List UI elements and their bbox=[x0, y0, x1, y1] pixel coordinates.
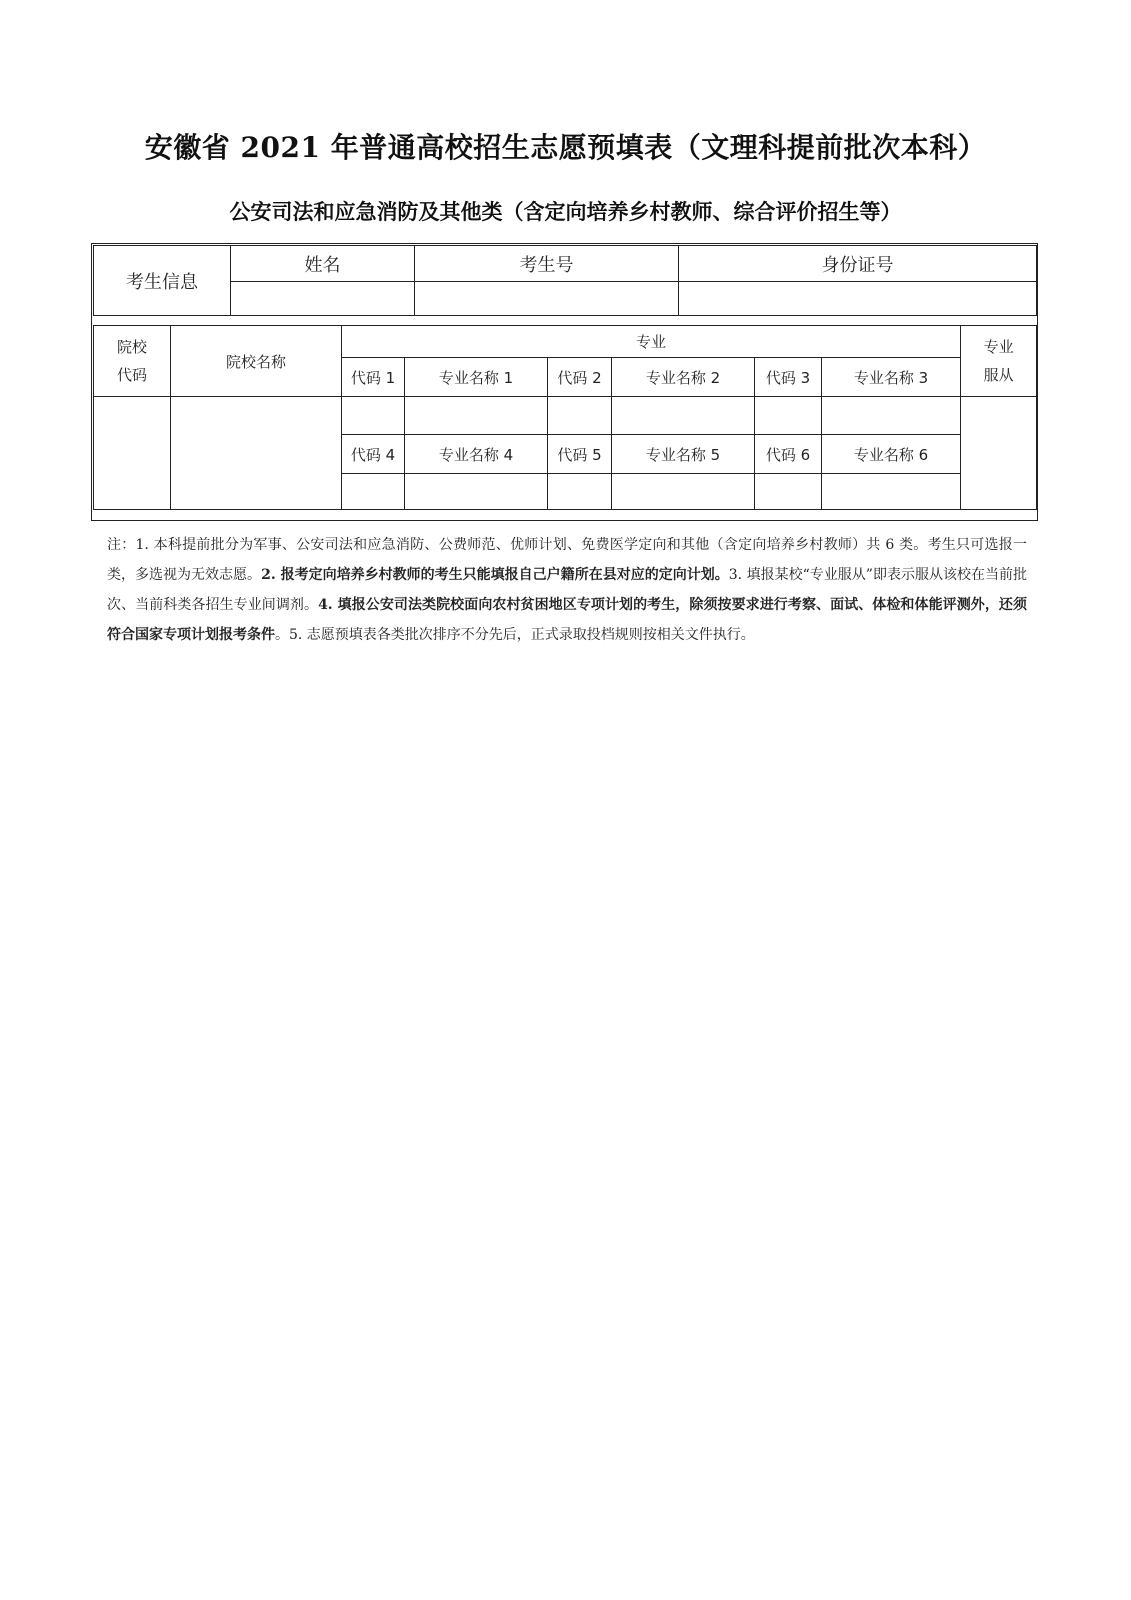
major-name-2-field[interactable] bbox=[612, 397, 755, 435]
major-name-5-field[interactable] bbox=[612, 474, 755, 510]
major-obey-field[interactable] bbox=[961, 397, 1037, 510]
major-name-1-header: 专业名称 1 bbox=[405, 358, 548, 397]
major-code-4-field[interactable] bbox=[342, 474, 405, 510]
major-code-5-field[interactable] bbox=[548, 474, 612, 510]
exam-number-header: 考生号 bbox=[415, 246, 679, 282]
major-code-6-header: 代码 6 bbox=[755, 435, 822, 474]
major-name-6-field[interactable] bbox=[822, 474, 961, 510]
note-1: 注：1. 本科提前批分为军事、公安司法和应急消防、公费师范、优师计划、免费医学定向和其他（含定向培养乡村教师）共 6 类。考生只可选报一类，多选视为无效志愿。 bbox=[107, 537, 1027, 583]
major-name-6-header: 专业名称 6 bbox=[822, 435, 961, 474]
note-3: 3. 填报某校“专业服从”即表示服从该校在当前批次、当前科类各招生专业间调剂。 bbox=[107, 567, 1028, 613]
major-name-2-header: 专业名称 2 bbox=[612, 358, 755, 397]
name-field[interactable] bbox=[231, 282, 415, 316]
school-name-header: 院校名称 bbox=[171, 326, 342, 397]
id-number-field[interactable] bbox=[679, 282, 1037, 316]
major-code-3-field[interactable] bbox=[755, 397, 822, 435]
major-obey-header bbox=[961, 326, 1037, 397]
major-code-2-header: 代码 2 bbox=[548, 358, 612, 397]
major-name-1-field[interactable] bbox=[405, 397, 548, 435]
major-obey-header-line2: 服从 bbox=[983, 366, 1014, 384]
page-subtitle: 公安司法和应急消防及其他类（含定向培养乡村教师、综合评价招生等） bbox=[229, 199, 902, 224]
note-4: 4. 填报公安司法类院校面向农村贫困地区专项计划的考生，除须按要求进行考察、面试、体检和体能评测外，还须符合国家专项计划报考条件 bbox=[107, 597, 1027, 643]
major-code-6-field[interactable] bbox=[755, 474, 822, 510]
major-name-4-header: 专业名称 4 bbox=[405, 435, 548, 474]
school-code-header-line2: 代码 bbox=[116, 366, 147, 384]
major-code-5-header: 代码 5 bbox=[548, 435, 612, 474]
major-name-3-field[interactable] bbox=[822, 397, 961, 435]
major-code-1-header: 代码 1 bbox=[342, 358, 405, 397]
volunteer-table bbox=[93, 325, 1037, 510]
major-obey-header-line1: 专业 bbox=[983, 338, 1014, 356]
major-group-header: 专业 bbox=[342, 326, 961, 358]
major-code-2-field[interactable] bbox=[548, 397, 612, 435]
major-name-3-header: 专业名称 3 bbox=[822, 358, 961, 397]
note-2: 2. 报考定向培养乡村教师的考生只能填报自己户籍所在县对应的定向计划。 bbox=[261, 567, 729, 583]
school-name-field[interactable] bbox=[171, 397, 342, 510]
major-code-4-header: 代码 4 bbox=[342, 435, 405, 474]
major-code-1-field[interactable] bbox=[342, 397, 405, 435]
school-code-header bbox=[94, 326, 171, 397]
note-5: 。5. 志愿预填表各类批次排序不分先后，正式录取投档规则按相关文件执行。 bbox=[275, 627, 755, 643]
school-code-field[interactable] bbox=[94, 397, 171, 510]
major-name-4-field[interactable] bbox=[405, 474, 548, 510]
id-number-header: 身份证号 bbox=[679, 246, 1037, 282]
exam-number-field[interactable] bbox=[415, 282, 679, 316]
name-header: 姓名 bbox=[231, 246, 415, 282]
student-info-label: 考生信息 bbox=[94, 246, 231, 316]
school-code-header-line1: 院校 bbox=[116, 338, 147, 356]
student-info-table bbox=[93, 245, 1037, 316]
notes-paragraph bbox=[107, 530, 1027, 650]
page-title: 安徽省 2021 年普通高校招生志愿预填表（文理科提前批次本科） bbox=[144, 131, 987, 164]
major-name-5-header: 专业名称 5 bbox=[612, 435, 755, 474]
major-code-3-header: 代码 3 bbox=[755, 358, 822, 397]
